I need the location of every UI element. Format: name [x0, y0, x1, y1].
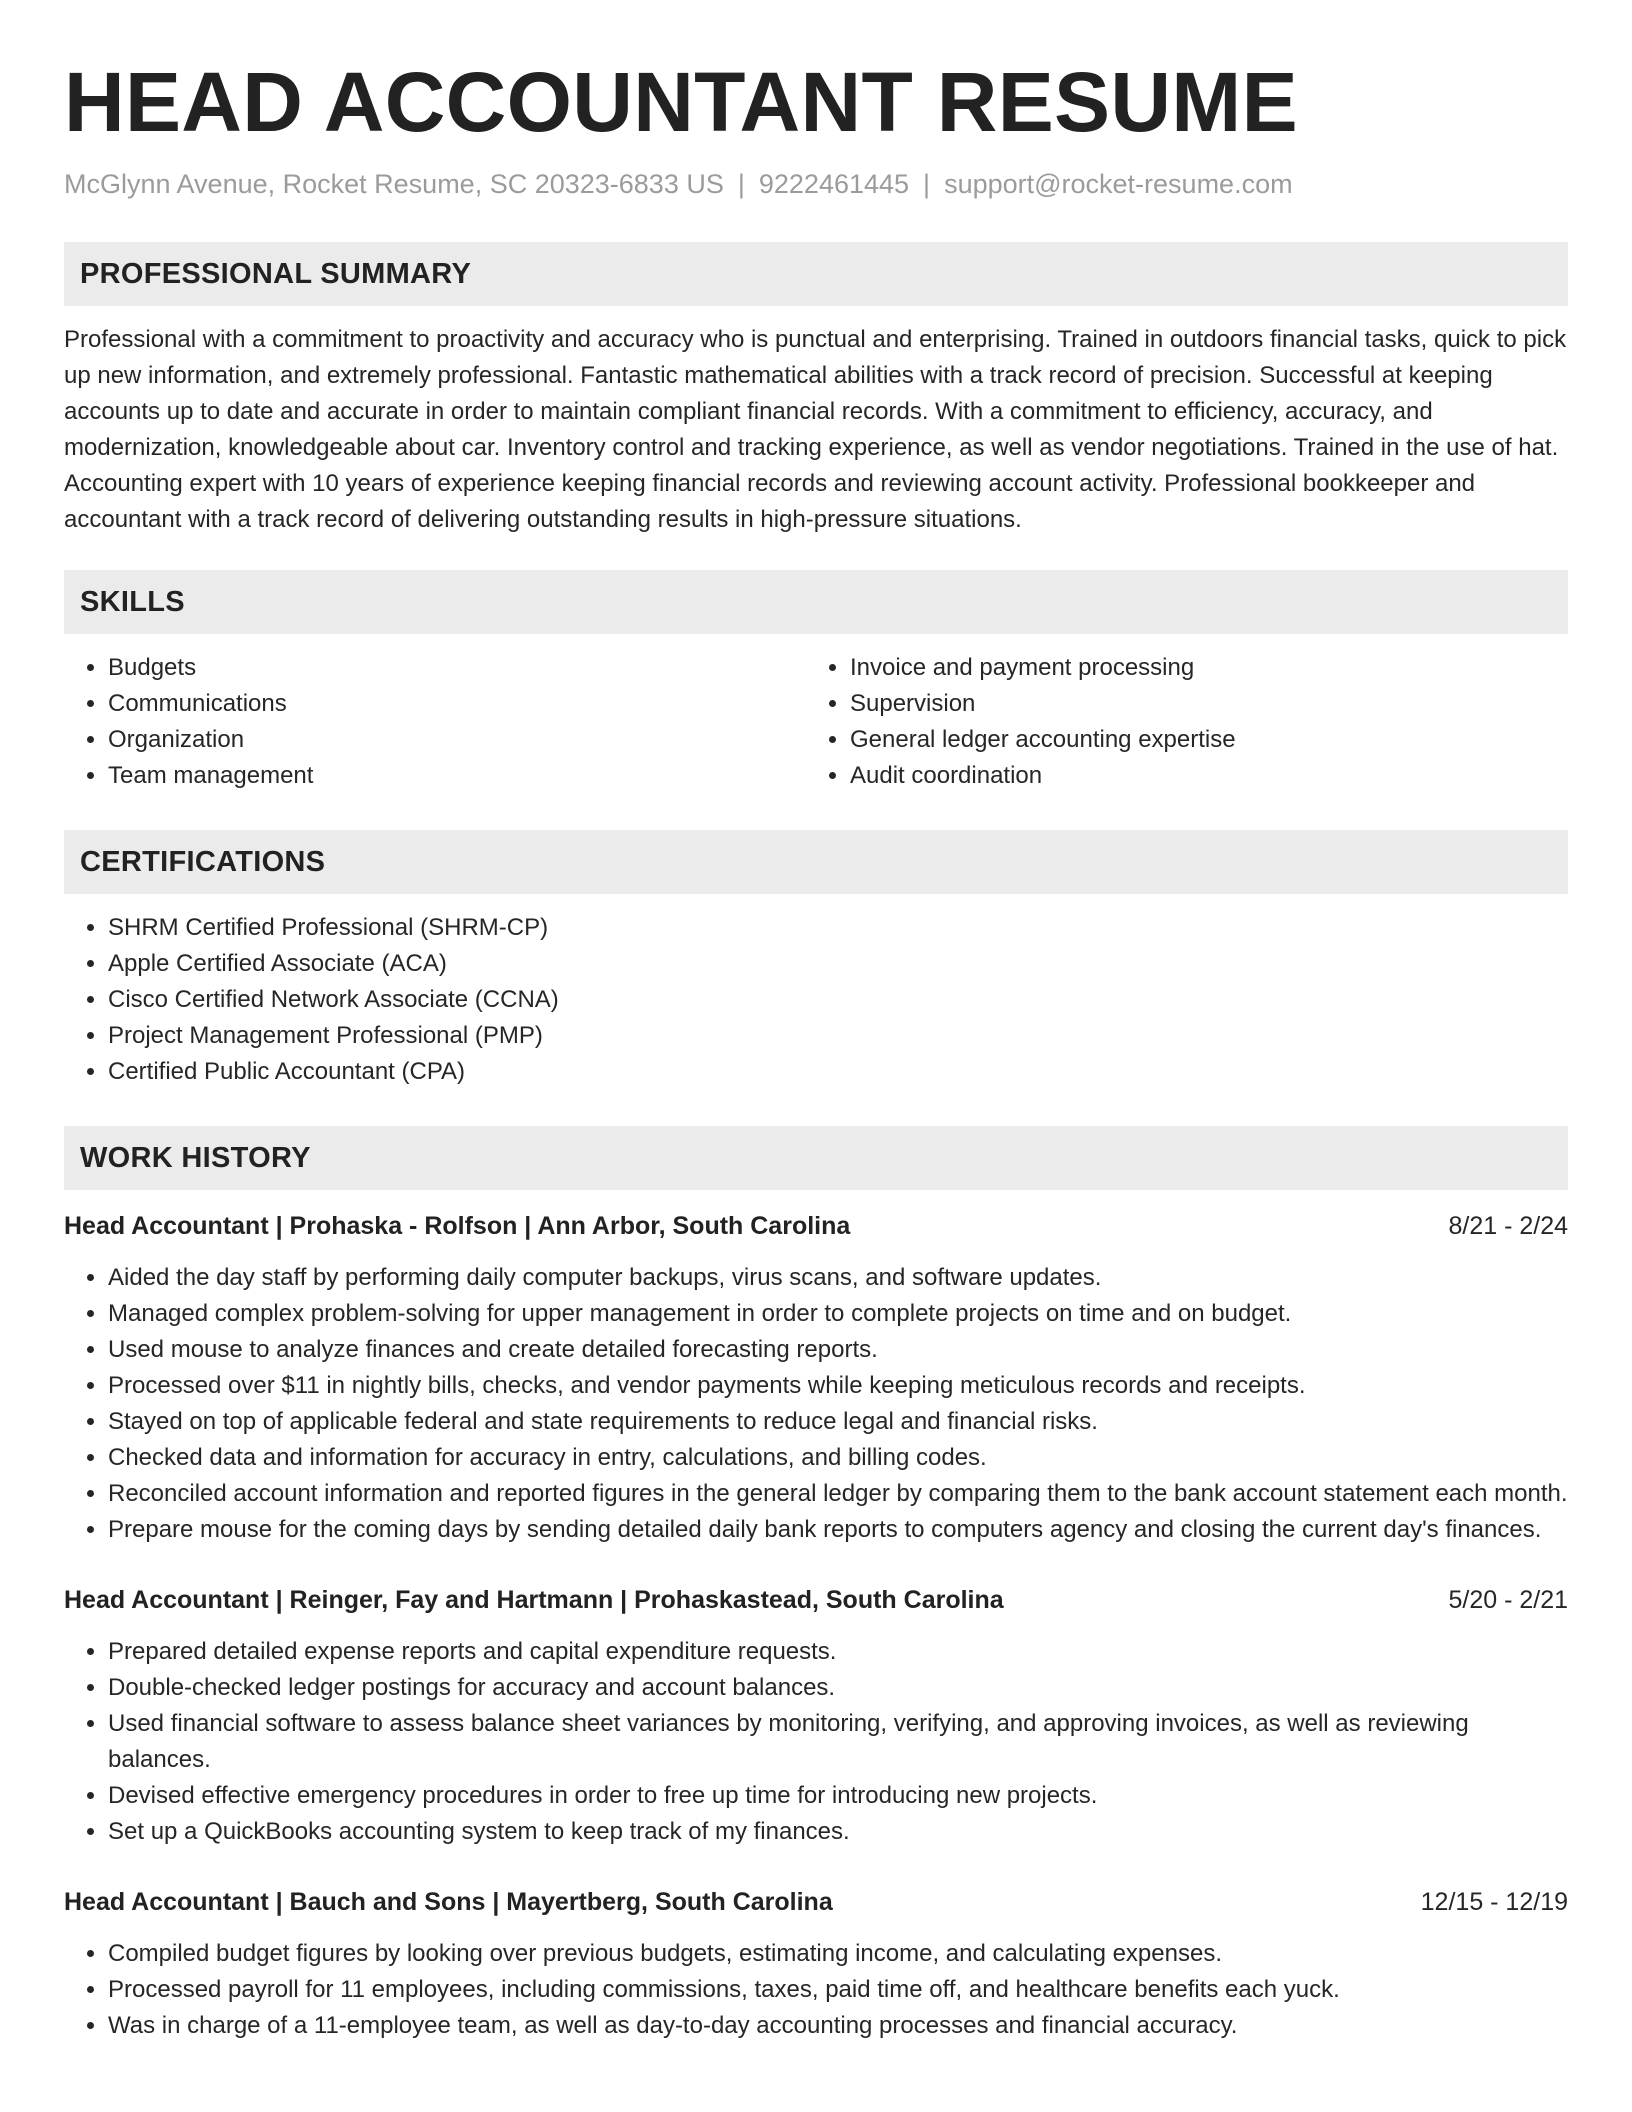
- job-duty-item: • Double-checked ledger postings for accuracy and account balances.: [108, 1670, 1568, 1706]
- job-duty-item: • Stayed on top of applicable federal and state requirements to reduce legal and financial risks.: [108, 1404, 1568, 1440]
- summary-text: Professional with a commitment to proactivity and accuracy who is punctual and enterprising. Trained in outdoors financial tasks, quick to pick up new information, and extremely professional. Fantastic mathematical abilities with a track record of precision. Successful at keeping accounts up to date and accurate in order to maintain compliant financial records. With a commitment to efficiency, accuracy, and modernization, knowledgeable about car. Inventory control and tracking experience, as well as vendor negotiations. Trained in the use of hat. Accounting expert with 10 years of experience keeping financial records and reviewing account activity. Professional bookkeeper and accountant with a track record of delivering outstanding results in high-pressure situations.: [64, 326, 1567, 533]
- skill-item: • Supervision: [850, 686, 1548, 722]
- job-duty-item: • Aided the day staff by performing daily computer backups, virus scans, and software updates.: [108, 1260, 1568, 1296]
- job-heading: Head Accountant | Reinger, Fay and Hartmann | Prohaskastead, South Carolina: [64, 1586, 1004, 1614]
- job-duty-item: • Prepared detailed expense reports and capital expenditure requests.: [108, 1634, 1568, 1670]
- job-duties-list: [64, 1260, 1568, 1548]
- job-duty-item: • Devised effective emergency procedures in order to free up time for introducing new projects.: [108, 1778, 1568, 1814]
- job-heading: Head Accountant | Bauch and Sons | Mayertberg, South Carolina: [64, 1888, 833, 1916]
- job-duty-item: • Prepare mouse for the coming days by sending detailed daily bank reports to computers agency and closing the current day's finances.: [108, 1512, 1568, 1548]
- work-history-section-title: WORK HISTORY: [80, 1141, 311, 1174]
- job-duty-item: • Reconciled account information and reported figures in the general ledger by comparing them to the bank account statement each month.: [108, 1476, 1568, 1512]
- skills-grid: [64, 650, 1568, 794]
- contact-phone: 9222461445: [758, 169, 910, 199]
- certifications-section-title: CERTIFICATIONS: [80, 845, 326, 878]
- job-duties-list: [64, 1936, 1568, 2044]
- skills-section-header: [64, 570, 1568, 634]
- certifications-block: [64, 910, 1568, 1090]
- job-entry: [64, 1208, 1568, 1548]
- job-duty-item: • Checked data and information for accuracy in entry, calculations, and billing codes.: [108, 1440, 1568, 1476]
- contact-separator: |: [923, 169, 931, 199]
- work-history-section-header: [64, 1126, 1568, 1190]
- job-dates: 8/21 - 2/24: [1448, 1212, 1568, 1240]
- job-duty-item: • Compiled budget figures by looking over previous budgets, estimating income, and calculating expenses.: [108, 1936, 1568, 1972]
- certification-item: • Cisco Certified Network Associate (CCNA): [108, 982, 1568, 1018]
- certification-item: • SHRM Certified Professional (SHRM-CP): [108, 910, 1568, 946]
- skills-section-title: SKILLS: [80, 585, 185, 618]
- job-heading: Head Accountant | Prohaska - Rolfson | Ann Arbor, South Carolina: [64, 1212, 851, 1240]
- skill-item: • Communications: [108, 686, 806, 722]
- summary-section-title: PROFESSIONAL SUMMARY: [80, 257, 472, 290]
- skill-item: • Audit coordination: [850, 758, 1548, 794]
- certification-item: • Project Management Professional (PMP): [108, 1018, 1568, 1054]
- job-duties-list: [64, 1634, 1568, 1850]
- job-duty-item: • Used financial software to assess balance sheet variances by monitoring, verifying, and approving invoices, as well as reviewing balances.: [108, 1706, 1568, 1778]
- skills-list-right: [806, 650, 1548, 794]
- job-header: [64, 1208, 1568, 1244]
- certifications-list: [64, 910, 1568, 1090]
- job-entry: [64, 1884, 1568, 2044]
- job-duty-item: • Managed complex problem-solving for upper management in order to complete projects on time and on budget.: [108, 1296, 1568, 1332]
- contact-address: McGlynn Avenue, Rocket Resume, SC 20323-6833 US: [64, 169, 724, 199]
- skills-column-right: [806, 650, 1548, 794]
- skill-item: • Budgets: [108, 650, 806, 686]
- job-duty-item: • Used mouse to analyze finances and create detailed forecasting reports.: [108, 1332, 1568, 1368]
- job-duty-item: • Processed over $11 in nightly bills, checks, and vendor payments while keeping meticulous records and receipts.: [108, 1368, 1568, 1404]
- skills-list-left: [64, 650, 806, 794]
- skill-item: • Organization: [108, 722, 806, 758]
- contact-separator: |: [737, 169, 745, 199]
- skill-item: • General ledger accounting expertise: [850, 722, 1548, 758]
- contact-line: [64, 166, 1568, 202]
- job-duty-item: • Set up a QuickBooks accounting system to keep track of my finances.: [108, 1814, 1568, 1850]
- skill-item: • Team management: [108, 758, 806, 794]
- job-dates: 5/20 - 2/21: [1448, 1586, 1568, 1614]
- certification-item: • Certified Public Accountant (CPA): [108, 1054, 1568, 1090]
- job-duty-item: • Processed payroll for 11 employees, including commissions, taxes, paid time off, and healthcare benefits each yuck.: [108, 1972, 1568, 2008]
- skills-column-left: [64, 650, 806, 794]
- resume-content: [64, 50, 1568, 2044]
- job-header: [64, 1582, 1568, 1618]
- certifications-section-header: [64, 830, 1568, 894]
- skill-item: • Invoice and payment processing: [850, 650, 1548, 686]
- resume-title: HEAD ACCOUNTANT RESUME: [64, 55, 1298, 149]
- contact-email: support@rocket-resume.com: [944, 169, 1293, 199]
- job-dates: 12/15 - 12/19: [1420, 1888, 1568, 1916]
- summary-section-header: [64, 242, 1568, 306]
- job-header: [64, 1884, 1568, 1920]
- job-duty-item: • Was in charge of a 11-employee team, as well as day-to-day accounting processes and financial accuracy.: [108, 2008, 1568, 2044]
- certification-item: • Apple Certified Associate (ACA): [108, 946, 1568, 982]
- job-entry: [64, 1582, 1568, 1850]
